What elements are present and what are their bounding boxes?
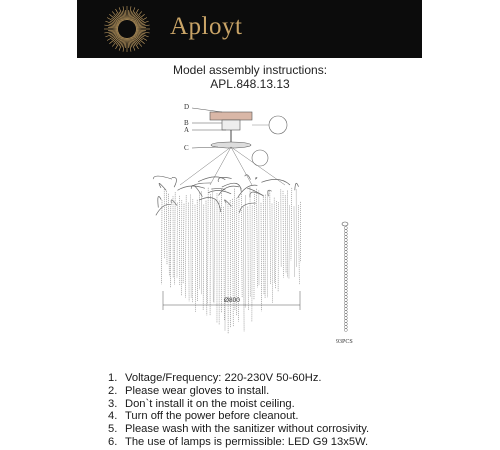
pendant-rod-drawing [325,220,365,355]
note-number: 6. [108,435,118,448]
note-text: Please wear gloves to install. [125,384,270,397]
pendant-hook-icon [342,222,348,226]
note-number: 3. [108,397,118,410]
note-text: Please wash with the sanitizer without corrosivity. [125,423,370,436]
note-item [108,372,369,385]
model-number: APL.848.13.13 [210,77,290,91]
note-item [108,436,369,449]
callout-c: C [184,144,189,152]
note-text: Turn off the power before cleanout. [125,410,299,423]
note-number: 2. [108,384,118,397]
note-text: Don`t install it on the moist ceiling. [125,397,295,410]
diameter-label: Ø800 [224,297,240,304]
detail-circle-top [269,116,287,134]
note-item [108,410,369,423]
suspension-wires [180,147,285,185]
note-text: The use of lamps is permissible: LED G9 13x5W. [125,435,369,448]
sunburst-icon [102,4,152,54]
note-item [108,398,369,411]
pendant-count-label: 93PCS [336,339,353,345]
canopy-body [222,120,240,130]
note-item [108,385,369,398]
pendant-rod [344,227,347,332]
callout-d: D [184,103,190,111]
canopy-plate [210,112,252,120]
note-text: Voltage/Frequency: 220-230V 50-60Hz. [125,372,322,384]
note-number: 5. [108,423,118,436]
instructions-list [108,372,369,449]
note-number: 4. [108,410,118,423]
callout-b: B [184,119,189,127]
brand-logo-text: Aployt [170,13,243,40]
note-number: 1. [108,372,118,384]
chandelier-chains [162,187,301,333]
instructions-title: Model assembly instructions: [172,63,328,77]
note-item [108,423,369,436]
callout-a: A [184,126,190,134]
